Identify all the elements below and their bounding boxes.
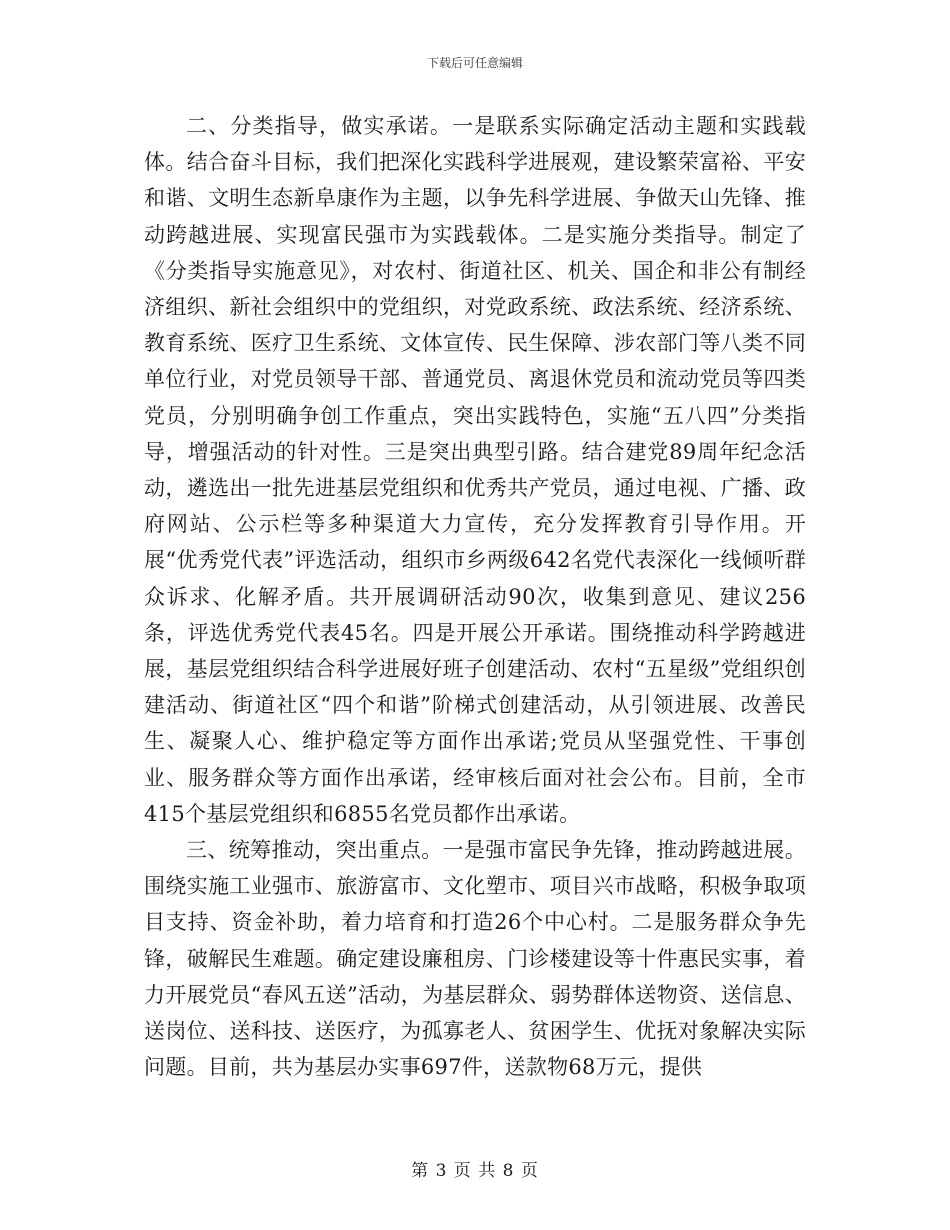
document-body (144, 108, 806, 1085)
paragraph-classified-guidance: 二、分类指导，做实承诺。一是联系实际确定活动主题和实践载体。结合奋斗目标，我们把深化实践科学进展观，建设繁荣富裕、平安和谐、文明生态新阜康作为主题，以争先科学进展、争做天山先锋、推动跨越进展、实现富民强市为实践载体。二是实施分类指导。制定了《分类指导实施意见》，对农村、街道社区、机关、国企和非公有制经济组织、新社会组织中的党组织，对党政系统、政法系统、经济系统、教育系统、医疗卫生系统、文体宣传、民生保障、涉农部门等八类不同单位行业，对党员领导干部、普通党员、离退休党员和流动党员等四类党员，分别明确争创工作重点，突出实践特色，实施“五八四”分类指导，增强活动的针对性。三是突出典型引路。结合建党89周年纪念活动，遴选出一批先进基层党组织和优秀共产党员，通过电视、广播、政府网站、公示栏等多种渠道大力宣传，充分发挥教育引导作用。开展“优秀党代表”评选活动，组织市乡两级642名党代表深化一线倾听群众诉求、化解矛盾。共开展调研活动90次，收集到意见、建议256条，评选优秀党代表45名。四是开展公开承诺。围绕推动科学跨越进展，基层党组织结合科学进展好班子创建活动、农村“五星级”党组织创建活动、街道社区“四个和谐”阶梯式创建活动，从引领进展、改善民生、凝聚人心、维护稳定等方面作出承诺;党员从坚强党性、干事创业、服务群众等方面作出承诺，经审核后面对社会公布。目前，全市415个基层党组织和6855名党员都作出承诺。 (144, 114, 806, 826)
page-number: 第 3 页 共 8 页 (411, 1161, 539, 1181)
page-header: 下载后可任意编辑 (426, 56, 523, 70)
paragraph-coordinated-promotion: 三、统筹推动，突出重点。一是强市富民争先锋，推动跨越进展。围绕实施工业强市、旅游富市、文化塑市、项目兴市战略，积极争取项目支持、资金补助，着力培育和打造26个中心村。二是服务群众争先锋，破解民生难题。确定建设廉租房、门诊楼建设等十件惠民实事，着力开展党员“春风五送”活动，为基层群众、弱势群体送物资、送信息、送岗位、送科技、送医疗，为孤寡老人、贫困学生、优抚对象解决实际问题。目前，共为基层办实事697件，送款物68万元，提供 (144, 838, 806, 1080)
